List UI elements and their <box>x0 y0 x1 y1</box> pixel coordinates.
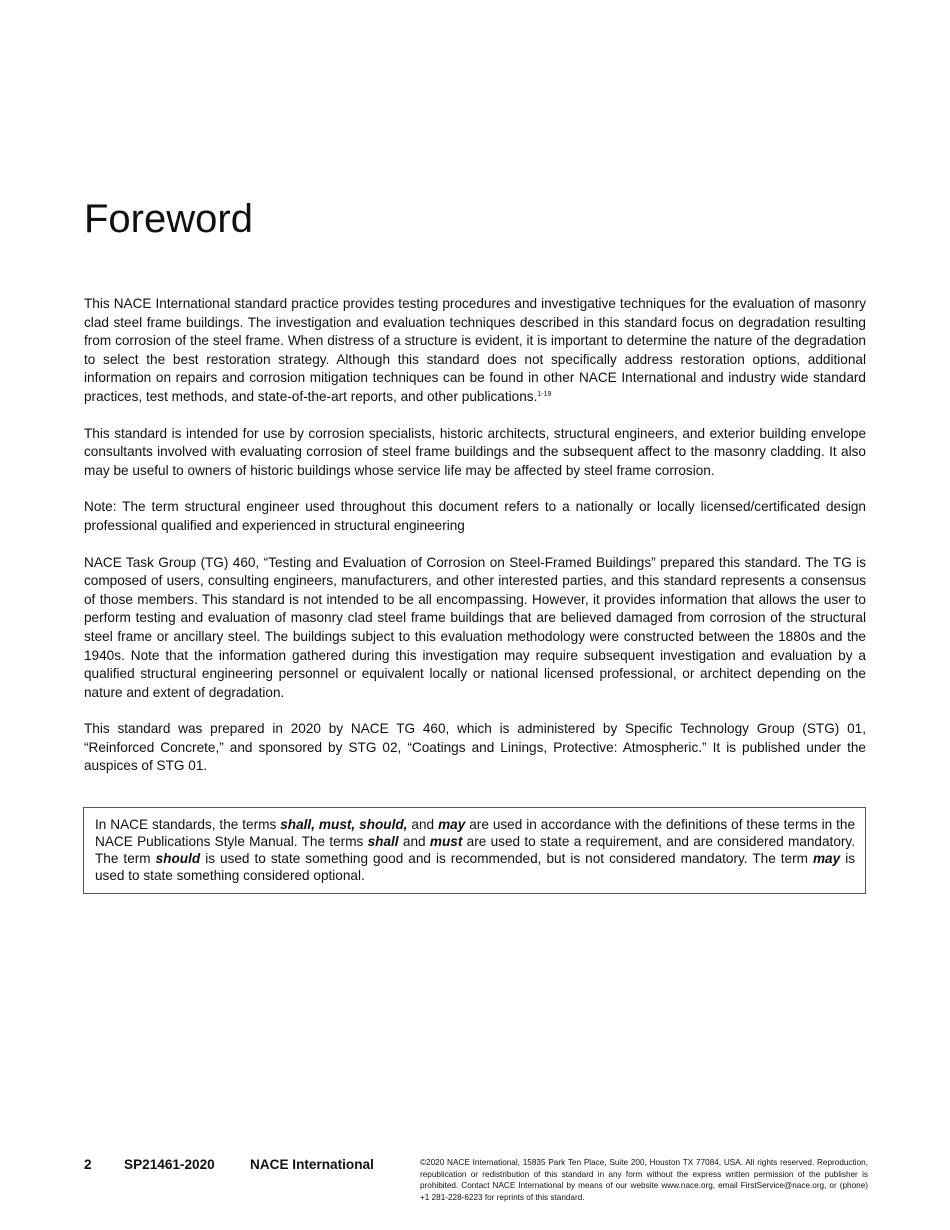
notice-text: is used to state something considered optional. <box>95 851 856 883</box>
notice-text: and <box>398 834 430 849</box>
copyright-notice: ©2020 NACE International, 15835 Park Ten Place, Suite 200, Houston TX 77084, USA. All rights reserved. Reproduction, republication or redistribution of this standard in any form without the express written permission of the publisher is prohibited. Contact NACE International by means of our website www.nace.org, email FirstService@nace.org, or (phone) +1 281-228-6223 for reprints of this standard. <box>420 1158 868 1202</box>
page-number: 2 <box>84 1157 92 1172</box>
notice-keyword: shall <box>367 834 399 849</box>
document-number: SP21461-2020 <box>124 1157 215 1172</box>
terminology-notice-box <box>83 807 866 894</box>
organization-name: NACE International <box>250 1157 374 1172</box>
notice-keyword: shall, must, should, <box>280 817 408 832</box>
notice-keyword: should <box>155 851 201 866</box>
notice-keyword: may <box>438 817 466 832</box>
notice-keyword: may <box>812 851 841 866</box>
foreword-body <box>84 295 866 794</box>
page-footer <box>84 1157 868 1205</box>
paragraph-note: Note: The term structural engineer used throughout this document refers to a nationally or locally licensed/certificated design professional qualified and experienced in structural engineering <box>84 499 866 533</box>
notice-text: and <box>407 817 439 832</box>
paragraph-task-group: NACE Task Group (TG) 460, “Testing and Evaluation of Corrosion on Steel-Framed Buildings” prepared this standard. The TG is composed of users, consulting engineers, manufacturers, and other interested parties, and this standard represents a consensus of those members. This standard is not intended to be all encompassing. However, it provides information that allows the user to perform testing and evaluation of masonry clad steel frame buildings that are believed damaged from corrosion of the structural steel frame or ancillary steel. The buildings subject to this evaluation methodology were constructed between the 1880s and the 1940s. Note that the information gathered during this investigation may require subsequent investigation and evaluation by a qualified structural engineering personnel or equivalent locally or national licensed professional, or architect depending on the nature and extent of degradation. <box>84 554 866 700</box>
paragraph-scope-text: This NACE International standard practice provides testing procedures and investigative techniques for the evaluation of masonry clad steel frame buildings. The investigation and evaluation techniques described in this standard focus on degradation resulting from corrosion of the steel frame. When distress of a structure is evident, it is important to determine the nature of the degradation to select the best restoration strategy. Although this standard does not specifically address restoration options, additional information on repairs and corrosion mitigation techniques can be found in other NACE International and industry wide standard practices, test methods, and state-of-the-art reports, and other publications. <box>84 296 866 404</box>
notice-text: is used to state something good and is recommended, but is not considered mandatory. The term <box>200 851 813 866</box>
paragraph-scope <box>84 295 866 407</box>
notice-keyword: must <box>429 834 463 849</box>
notice-text: are used in accordance with the definitions of these terms in the NACE Publications Style Manual. The terms <box>95 817 856 849</box>
notice-text: In NACE standards, the terms <box>95 817 281 832</box>
page-title: Foreword <box>84 197 253 241</box>
paragraph-preparation: This standard was prepared in 2020 by NACE TG 460, which is administered by Specific Technology Group (STG) 01, “Reinforced Concrete,” and sponsored by STG 02, “Coatings and Linings, Protective: Atmospheric.” It is published under the auspices of STG 01. <box>84 721 866 774</box>
notice-text: are used to state a requirement, and are considered mandatory. The term <box>95 834 855 866</box>
reference-superscript: 1-19 <box>537 390 552 398</box>
paragraph-audience: This standard is intended for use by corrosion specialists, historic architects, structural engineers, and exterior building envelope consultants involved with evaluating corrosion of steel frame buildings and the subsequent affect to the masonry cladding. It also may be useful to owners of historic buildings whose service life may be affected by steel frame corrosion. <box>84 425 866 478</box>
